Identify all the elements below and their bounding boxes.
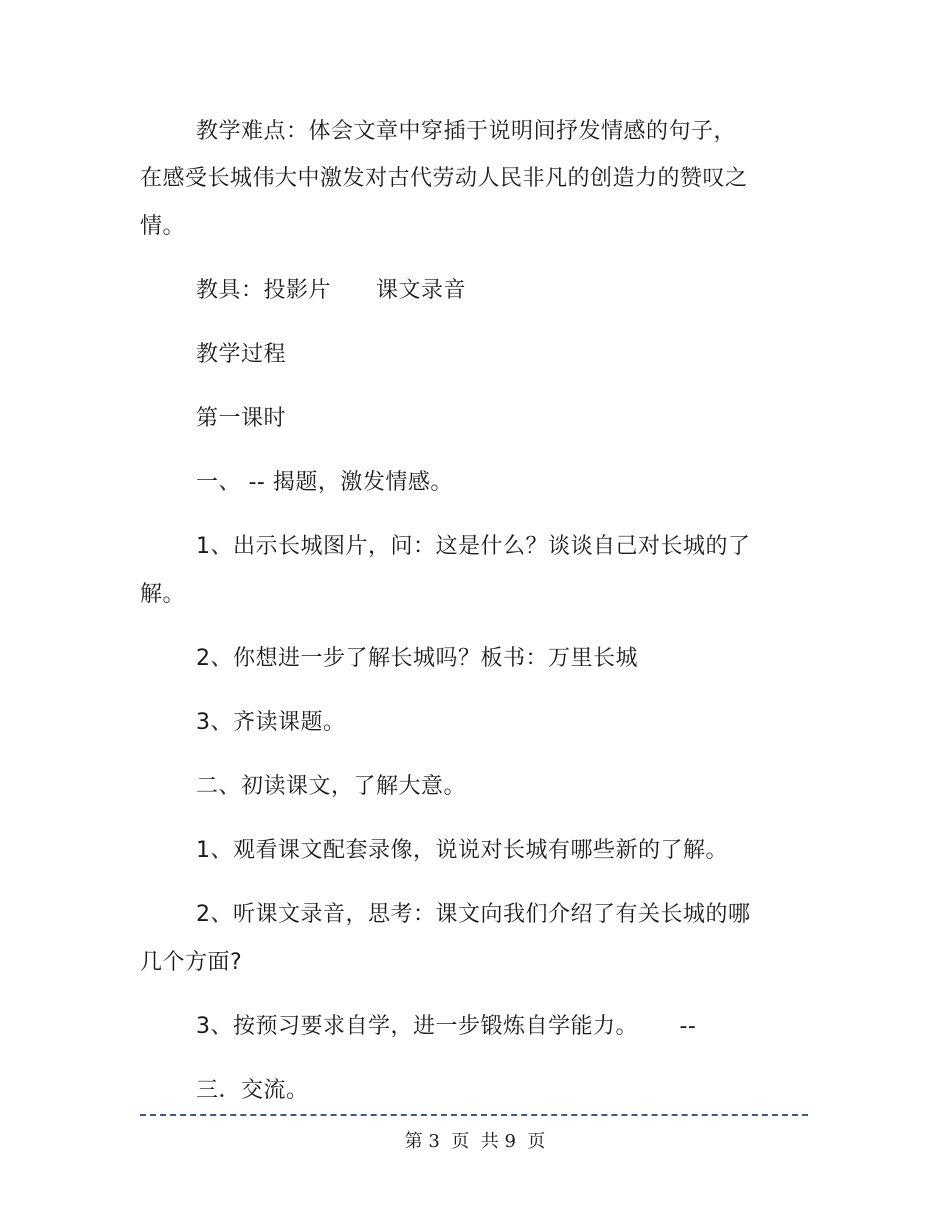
list-item: 2、听课文录音，思考：课文向我们介绍了有关长城的哪 bbox=[196, 902, 751, 927]
section-heading: 教学过程 bbox=[196, 342, 287, 367]
step-heading: 一、 -- 揭题，激发情感。 bbox=[196, 470, 453, 495]
step-heading: 三．交流。 bbox=[196, 1078, 309, 1103]
footer-divider bbox=[140, 1114, 808, 1116]
paragraph-line: 教学难点：体会文章中穿插于说明间抒发情感的句子， bbox=[196, 119, 737, 144]
paragraph-line: 教具：投影片 课文录音 bbox=[196, 278, 467, 303]
paragraph-line: 情。 bbox=[140, 214, 186, 239]
list-item: 1、观看课文配套录像，说说对长城有哪些新的了解。 bbox=[196, 838, 728, 863]
list-item: 3、按预习要求自学，进一步锻炼自学能力。 -- bbox=[196, 1014, 697, 1039]
list-item: 3、齐读课题。 bbox=[196, 710, 346, 735]
section-heading: 第一课时 bbox=[196, 406, 287, 431]
list-item: 几个方面? bbox=[140, 950, 243, 975]
list-item: 解。 bbox=[140, 582, 186, 607]
list-item: 1、出示长城图片，问：这是什么？谈谈自己对长城的了 bbox=[196, 534, 751, 559]
paragraph-line: 在感受长城伟大中激发对古代劳动人民非凡的创造力的赞叹之 bbox=[140, 166, 748, 191]
list-item: 2、你想进一步了解长城吗？板书：万里长城 bbox=[196, 646, 638, 671]
step-heading: 二、初读课文，了解大意。 bbox=[196, 774, 467, 799]
page-number: 第 3 页 共 9 页 bbox=[404, 1131, 546, 1152]
